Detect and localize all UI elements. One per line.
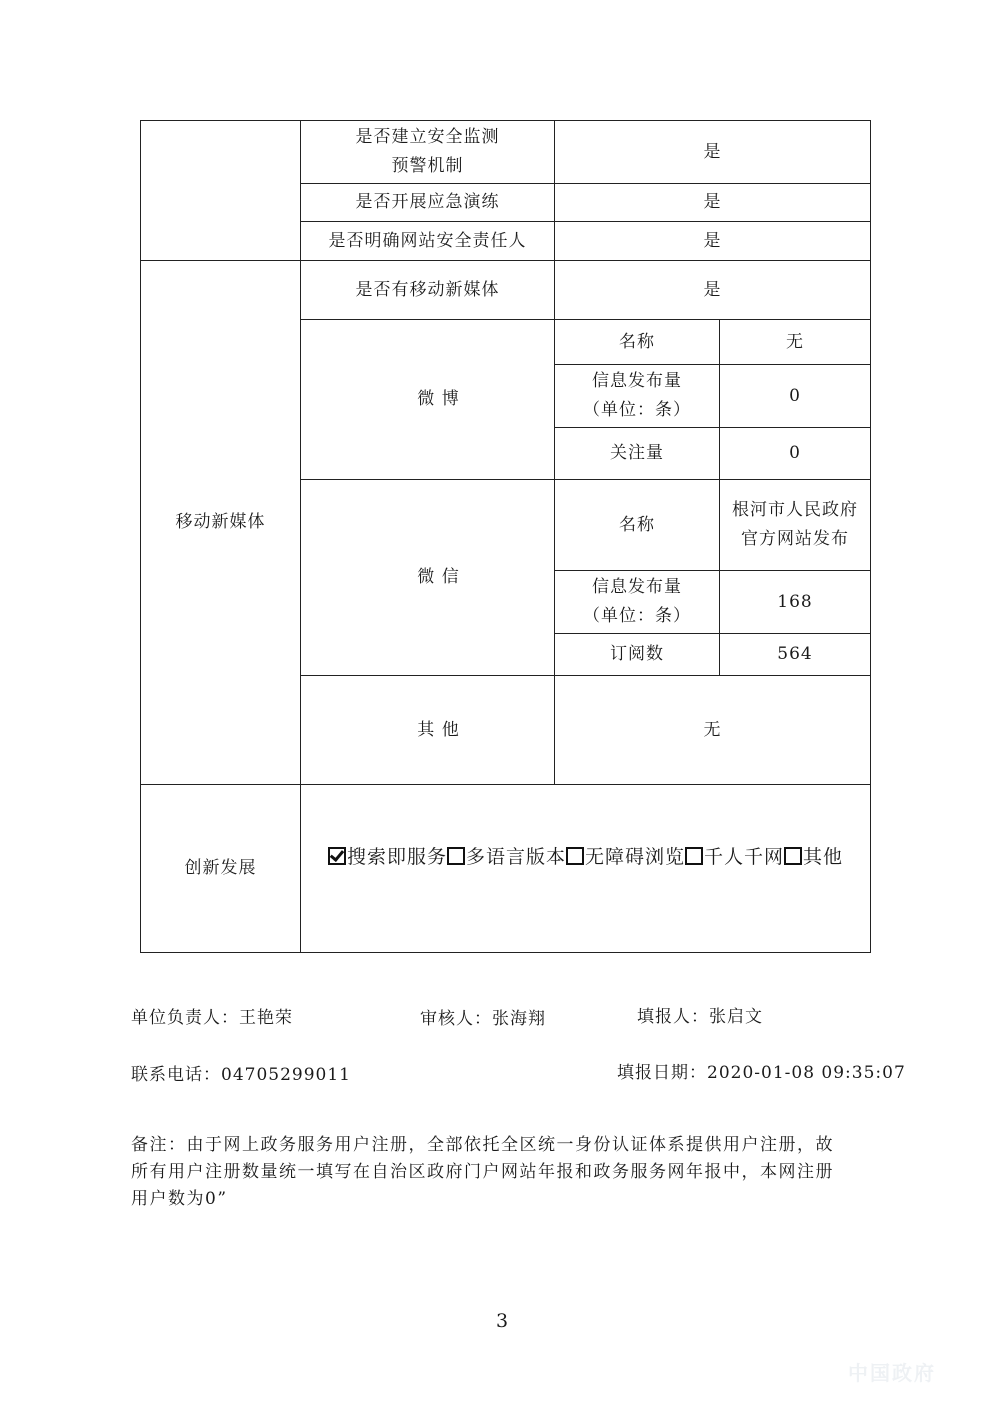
wechat-posts-value: 168 — [720, 571, 871, 634]
option-search-as-service[interactable] — [328, 846, 447, 868]
weibo-posts-value: 0 — [720, 365, 871, 428]
security-section-cell — [141, 121, 301, 261]
option-label: 其他 — [803, 846, 844, 868]
owner-label: 是否明确网站安全责任人 — [301, 222, 555, 261]
option-label: 多语言版本 — [465, 846, 566, 868]
innovation-section-label: 创新发展 — [141, 785, 301, 953]
wechat-subs-value: 564 — [720, 634, 871, 676]
drill-label: 是否开展应急演练 — [301, 184, 555, 222]
reviewer-signature: 审核人：张海翔 — [420, 1009, 546, 1029]
page-number: 3 — [496, 1310, 509, 1332]
watermark: 中国政府 — [848, 1361, 936, 1385]
monitor-value: 是 — [555, 121, 871, 184]
weibo-label: 微 博 — [301, 320, 555, 480]
option-label: 无障碍浏览 — [584, 846, 685, 868]
wechat-subs-label: 订阅数 — [555, 634, 720, 676]
owner-value: 是 — [555, 222, 871, 261]
weibo-posts-label: 信息发布量（单位：条） — [555, 365, 720, 428]
table-row — [141, 785, 871, 953]
has-media-label: 是否有移动新媒体 — [301, 261, 555, 320]
remark-note: 备注：由于网上政务服务用户注册，全部依托全区统一身份认证体系提供用户注册，故所有用户注册数量统一填写在自治区政府门户网站年报和政务服务网年报中，本网注册用户数为0” — [131, 1135, 834, 1209]
contact-phone: 联系电话：04705299011 — [131, 1065, 351, 1085]
filler-signature: 填报人：张启文 — [637, 1007, 763, 1027]
table-row — [141, 121, 871, 184]
wechat-name-value: 根河市人民政府官方网站发布 — [720, 480, 871, 571]
option-multilingual[interactable] — [447, 846, 566, 868]
weibo-followers-label: 关注量 — [555, 428, 720, 480]
media-section-label: 移动新媒体 — [141, 261, 301, 785]
weibo-name-label: 名称 — [555, 320, 720, 365]
weibo-followers-value: 0 — [720, 428, 871, 480]
weibo-name-value: 无 — [720, 320, 871, 365]
fill-date: 填报日期：2020-01-08 09:35:07 — [617, 1063, 906, 1083]
drill-value: 是 — [555, 184, 871, 222]
option-other[interactable] — [784, 846, 843, 868]
innovation-options — [301, 785, 871, 953]
option-accessible-browsing[interactable] — [566, 846, 685, 868]
checkbox-personalized-sites[interactable] — [685, 847, 703, 865]
checkbox-search-as-service[interactable] — [328, 847, 346, 865]
checkbox-accessible-browsing[interactable] — [566, 847, 584, 865]
other-media-label: 其 他 — [301, 676, 555, 785]
checkbox-multilingual[interactable] — [447, 847, 465, 865]
unit-head-signature: 单位负责人：王艳荣 — [131, 1008, 293, 1028]
has-media-value: 是 — [555, 261, 871, 320]
wechat-name-label: 名称 — [555, 480, 720, 571]
wechat-posts-label: 信息发布量（单位：条） — [555, 571, 720, 634]
monitor-label: 是否建立安全监测预警机制 — [301, 121, 555, 184]
option-label: 搜索即服务 — [346, 846, 447, 868]
wechat-label: 微 信 — [301, 480, 555, 676]
table-row — [141, 261, 871, 320]
other-media-value: 无 — [555, 676, 871, 785]
option-personalized-sites[interactable] — [685, 846, 784, 868]
report-table — [140, 120, 871, 953]
option-label: 千人千网 — [704, 846, 785, 868]
checkbox-other[interactable] — [784, 847, 802, 865]
